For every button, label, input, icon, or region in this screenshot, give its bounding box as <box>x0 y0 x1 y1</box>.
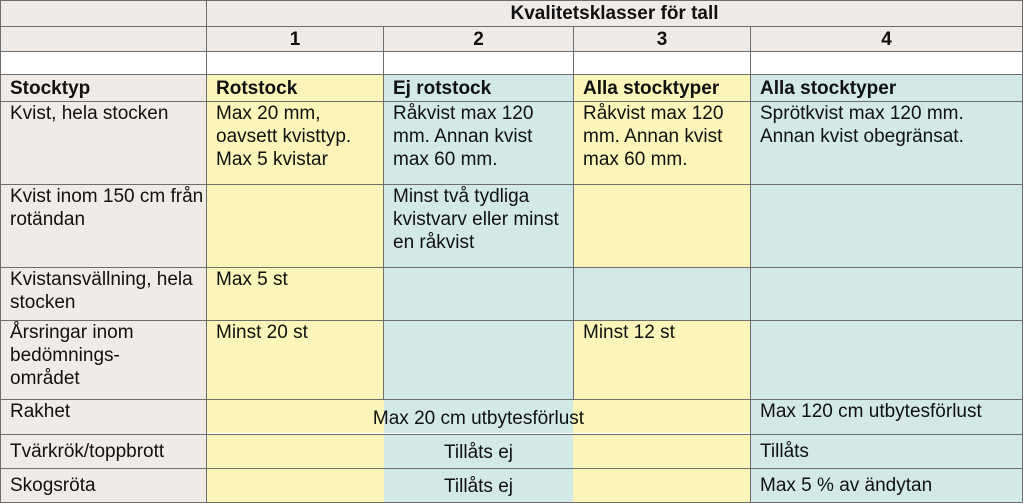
class-number-row <box>1 27 1023 52</box>
stocktyp-class-1: Rotstock <box>207 75 384 101</box>
rakhet-class-1-3-text: Max 20 cm utbytesförlust <box>372 408 585 430</box>
kvist-hela-row <box>1 101 1023 184</box>
class-number-1: 1 <box>207 27 384 52</box>
skogsrota-row <box>1 468 1023 502</box>
table-title: Kvalitetsklasser för tall <box>207 1 1023 27</box>
empty-cell <box>751 185 1023 267</box>
arsringar-class-3: Minst 12 st <box>574 320 751 399</box>
skogsrota-class-4: Max 5 % av ändytan <box>751 468 1023 502</box>
stocktyp-row <box>1 75 1023 101</box>
empty-cell <box>207 185 384 267</box>
empty-cell <box>751 267 1023 320</box>
row-label-kvist-inom: Kvist inom 150 cm från rotändan <box>1 185 207 267</box>
row-label-kvistansvallning: Kvistansvällning, hela stocken <box>1 267 207 320</box>
kvist-hela-class-1: Max 20 mm, oavsett kvisttyp. Max 5 kvistar <box>207 101 384 184</box>
stocktyp-class-4: Alla stocktyper <box>751 75 1023 101</box>
skogsrota-class-2-text: Tillåts ej <box>444 475 513 497</box>
class-number-2: 2 <box>384 27 574 52</box>
arsringar-class-1: Minst 20 st <box>207 320 384 399</box>
tvarkrok-class-1-3 <box>207 434 751 468</box>
kvist-hela-class-3: Råkvist max 120 mm. Annan kvist max 60 mm. <box>574 101 751 184</box>
tvarkrok-class-2-text: Tillåts ej <box>444 441 513 463</box>
row-label-stocktyp: Stocktyp <box>1 75 207 101</box>
tvarkrok-class-4: Tillåts <box>751 434 1023 468</box>
row-label-rakhet: Rakhet <box>1 400 207 434</box>
rakhet-row <box>1 400 1023 434</box>
skogsrota-bg <box>207 469 750 502</box>
tvarkrok-bg <box>207 435 750 468</box>
tvarkrok-row <box>1 434 1023 468</box>
rakhet-class-4: Max 120 cm utbytesförlust <box>751 400 1023 434</box>
rakhet-bg <box>207 400 750 433</box>
kvistansvallning-row <box>1 267 1023 320</box>
stocktyp-class-3: Alla stocktyper <box>574 75 751 101</box>
corner-cell <box>1 1 207 27</box>
empty-cell <box>751 320 1023 399</box>
empty-cell <box>384 267 574 320</box>
corner-cell <box>1 27 207 52</box>
rakhet-class-1-3 <box>207 400 751 434</box>
class-number-3: 3 <box>574 27 751 52</box>
row-label-tvarkrok: Tvärkrök/toppbrott <box>1 434 207 468</box>
title-row <box>1 1 1023 27</box>
empty-cell <box>574 267 751 320</box>
empty-cell <box>574 185 751 267</box>
empty-cell <box>574 52 751 75</box>
arsringar-label-text: Årsringar inom bedömnings-området <box>10 321 134 389</box>
stocktyp-class-2: Ej rotstock <box>384 75 574 101</box>
kvist-hela-class-4: Sprötkvist max 120 mm. Annan kvist obegränsat. <box>751 101 1023 184</box>
empty-cell <box>207 52 384 75</box>
kvist-inom-class-2: Minst två tydliga kvistvarv eller minst en råkvist <box>384 185 574 267</box>
arsringar-row <box>1 320 1023 399</box>
kvistansvallning-class-1: Max 5 st <box>207 267 384 320</box>
kvist-hela-class-2: Råkvist max 120 mm. Annan kvist max 60 mm. <box>384 101 574 184</box>
row-label-arsringar <box>1 320 207 399</box>
empty-cell <box>384 320 574 399</box>
empty-cell <box>384 52 574 75</box>
skogsrota-class-1-3 <box>207 468 751 502</box>
class-number-4: 4 <box>751 27 1023 52</box>
row-label-kvist-hela: Kvist, hela stocken <box>1 101 207 184</box>
spacer-row <box>1 52 1023 75</box>
empty-cell <box>751 52 1023 75</box>
kvist-inom-row <box>1 185 1023 267</box>
empty-cell <box>1 52 207 75</box>
row-label-skogsrota: Skogsröta <box>1 468 207 502</box>
